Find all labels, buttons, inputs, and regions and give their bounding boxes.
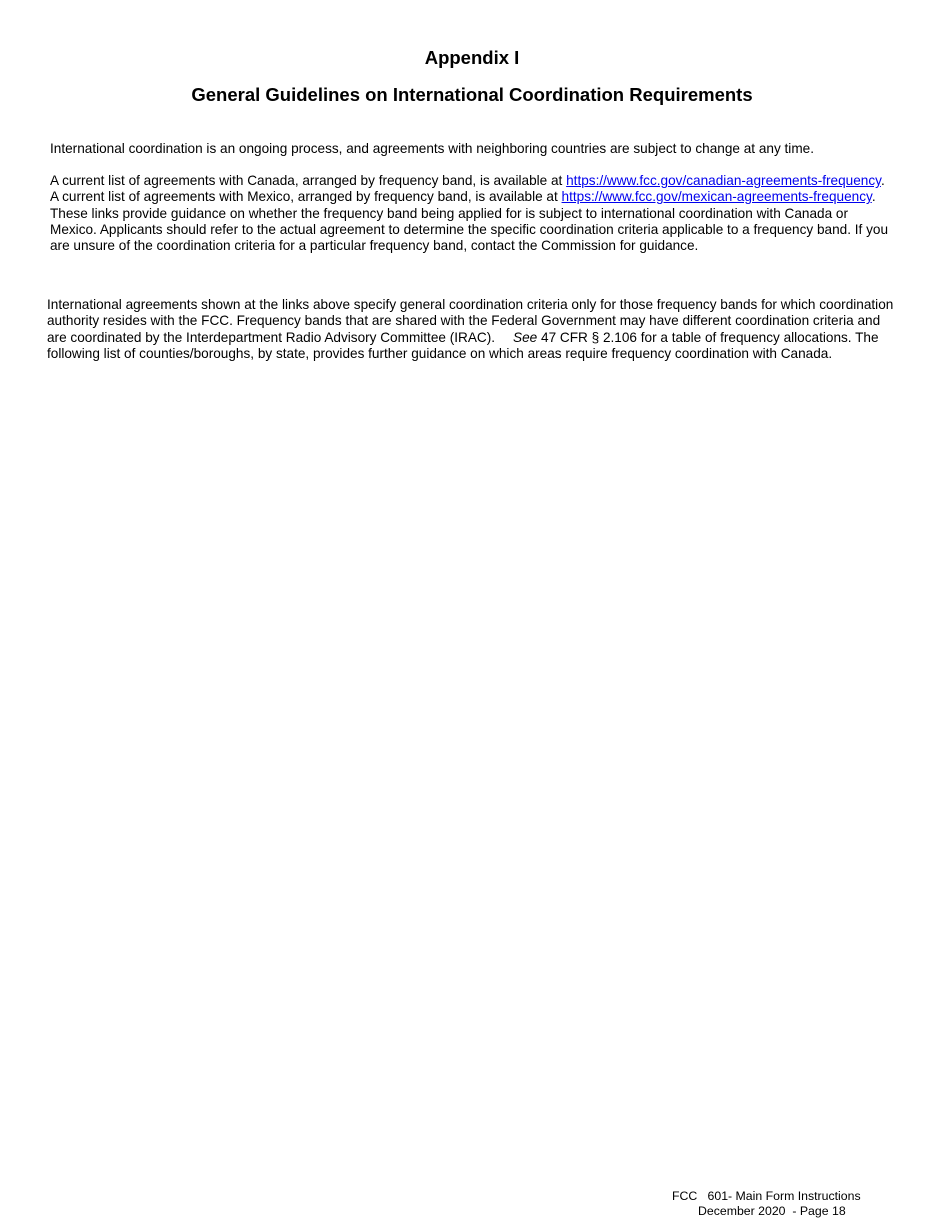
international-agreements-text-2: 47 CFR § 2.106 for a table of frequency allocations. The following list of counties/boroughs, by state, provides further guidance on which areas require frequency coordination with Canada.	[47, 329, 879, 361]
paragraph-coordination-process-text: International coordination is an ongoing process, and agreements with neighboring countries are subject to change at any time.	[50, 141, 814, 156]
paragraph-international-agreements	[47, 297, 897, 362]
mexican-agreements-link[interactable]: https://www.fcc.gov/mexican-agreements-frequency	[561, 189, 872, 205]
agreement-links-text-3: . These links provide guidance on whether the frequency band being applied for is subject to international coordination with Canada or Mexico. Applicants should refer to the actual agreement to determine the specific coordination criteria applicable to a frequency band. If you are unsure of the coordination criteria for a particular frequency band, contact the Commission for guidance.	[50, 189, 889, 254]
canadian-agreements-link[interactable]: https://www.fcc.gov/canadian-agreements-frequency	[566, 173, 881, 188]
appendix-title: Appendix I	[424, 47, 520, 68]
footer-form-title: FCC 601- Main Form Instructions	[672, 1189, 861, 1203]
section-title: General Guidelines on International Coordination Requirements	[191, 84, 753, 105]
agreement-links-text-2: . A current list of agreements with Mexico, arranged by frequency band, is available at	[50, 173, 885, 205]
agreement-links-text-1: A current list of agreements with Canada, arranged by frequency band, is available at	[50, 173, 567, 188]
paragraph-coordination-process	[50, 141, 900, 157]
see-reference: See	[513, 329, 538, 345]
paragraph-agreement-links	[50, 173, 895, 254]
international-agreements-text-1: International agreements shown at the links above specify general coordination criteria only for those frequency bands for which coordination authority resides with the FCC. Frequency bands that are shared with the Federal Government may have different coordination criteria and are coordinated by the Interdepartment Radio Advisory Committee (IRAC).	[47, 297, 894, 345]
footer-page-number: December 2020 - Page 18	[698, 1204, 846, 1218]
